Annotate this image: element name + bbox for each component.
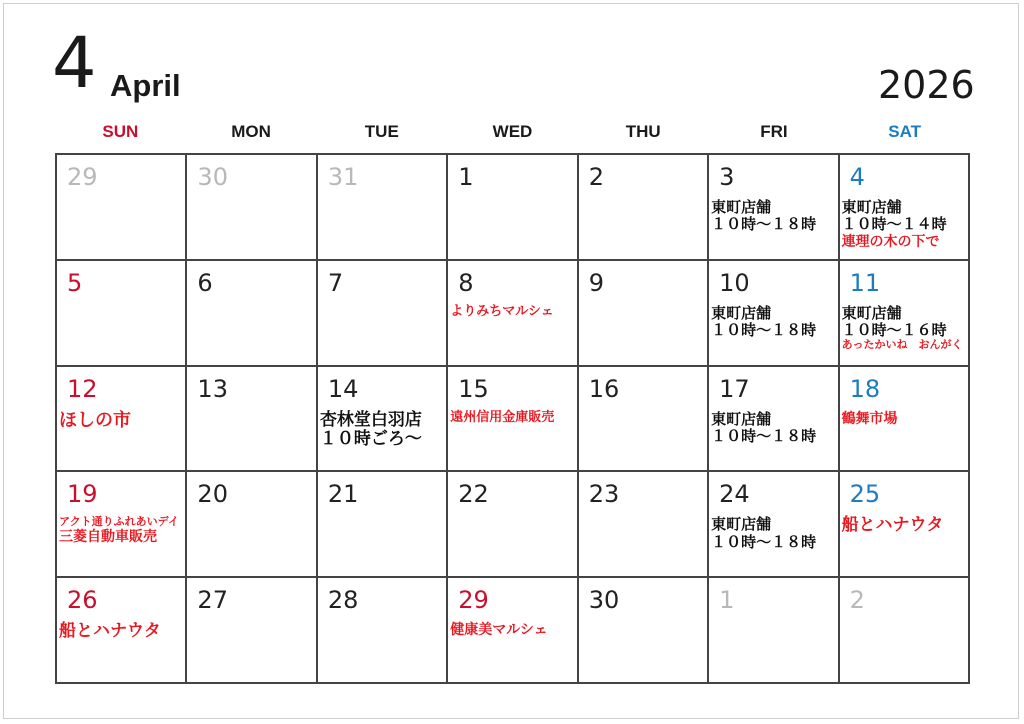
day-number: 29 — [67, 163, 98, 191]
event-list — [450, 411, 576, 426]
event-text: 三菱自動車販売 — [59, 529, 157, 546]
weekday-label-fri: FRI — [760, 122, 788, 141]
day-number: 5 — [67, 268, 83, 297]
event-text: 東町店舗 — [711, 198, 772, 216]
event-text: １０時～１４時 — [841, 215, 947, 234]
day-cell[interactable] — [318, 472, 448, 578]
day-number: 21 — [327, 480, 359, 509]
day-number: 31 — [327, 163, 359, 191]
day-cell[interactable] — [318, 367, 448, 473]
day-cell[interactable] — [187, 261, 317, 367]
event-text: よりみちマルシェ — [450, 303, 554, 319]
event-text: 船とハナウタ — [841, 515, 944, 536]
event-text: １０時～１８時 — [711, 532, 817, 551]
day-cell[interactable] — [448, 261, 578, 367]
day-cell[interactable] — [57, 367, 187, 473]
event-text: あったかいね おんがく — [841, 338, 963, 352]
day-cell[interactable] — [187, 578, 317, 684]
day-cell[interactable] — [448, 472, 578, 578]
day-number: 27 — [197, 586, 228, 615]
weekday-label-sat: SAT — [888, 122, 921, 141]
event-text: 東町店舗 — [841, 303, 902, 322]
day-cell[interactable] — [709, 578, 839, 684]
day-number: 2 — [588, 163, 604, 191]
event-list — [450, 622, 576, 638]
weekday-label-mon: MON — [231, 122, 271, 141]
day-number: 28 — [327, 586, 359, 615]
day-cell[interactable] — [709, 367, 839, 473]
day-cell[interactable] — [840, 155, 970, 261]
day-cell[interactable] — [579, 367, 709, 473]
weekday-label-thu: THU — [625, 122, 661, 141]
day-cell[interactable] — [840, 367, 970, 473]
day-number: 30 — [588, 586, 620, 615]
event-text: １０時～１６時 — [841, 321, 947, 340]
day-number: 12 — [67, 374, 98, 403]
day-cell[interactable] — [57, 261, 187, 367]
day-number: 1 — [719, 586, 735, 615]
day-cell[interactable] — [318, 261, 448, 367]
day-cell[interactable] — [318, 155, 448, 261]
day-number: 24 — [719, 480, 750, 509]
day-cell[interactable] — [579, 155, 709, 261]
event-text: １０時ごろ～ — [319, 429, 422, 450]
event-text: 船とハナウタ — [59, 621, 161, 642]
day-number: 2 — [849, 586, 865, 615]
day-cell[interactable] — [57, 472, 187, 578]
day-cell[interactable] — [840, 472, 970, 578]
event-text: １０時～１８時 — [711, 426, 817, 445]
day-cell[interactable] — [709, 472, 839, 578]
event-list — [450, 305, 576, 320]
event-text: １０時～１８時 — [711, 321, 817, 340]
day-cell[interactable] — [448, 578, 578, 684]
event-list — [842, 411, 968, 427]
event-list — [59, 411, 185, 432]
day-number: 19 — [67, 480, 98, 509]
day-cell[interactable] — [57, 155, 187, 261]
day-cell[interactable] — [579, 578, 709, 684]
day-number: 18 — [849, 374, 881, 403]
day-number: 22 — [458, 480, 489, 509]
event-text: 鶴舞市場 — [841, 410, 898, 427]
event-list — [842, 305, 968, 352]
day-cell[interactable] — [318, 578, 448, 684]
day-number: 10 — [719, 268, 750, 297]
event-list — [320, 411, 446, 450]
day-number: 4 — [849, 163, 865, 191]
event-text: 東町店舗 — [711, 303, 772, 322]
day-cell[interactable] — [448, 367, 578, 473]
event-list — [59, 516, 185, 545]
day-cell[interactable] — [840, 261, 970, 367]
day-number: 20 — [197, 480, 228, 509]
year: 2026 — [878, 63, 975, 107]
day-cell[interactable] — [579, 472, 709, 578]
day-number: 8 — [458, 268, 474, 297]
day-number: 6 — [197, 268, 213, 297]
event-list — [59, 622, 185, 642]
weekday-label-tue: TUE — [364, 122, 399, 141]
day-number: 15 — [458, 374, 489, 403]
day-number: 30 — [197, 163, 228, 191]
day-cell[interactable] — [579, 261, 709, 367]
day-number: 11 — [849, 268, 881, 297]
event-list — [711, 305, 837, 340]
day-number: 29 — [458, 586, 489, 615]
day-cell[interactable] — [709, 155, 839, 261]
event-text: アクト通りふれあいデイ — [59, 515, 179, 529]
day-number: 25 — [849, 480, 881, 509]
day-cell[interactable] — [187, 367, 317, 473]
weekday-label-wed: WED — [492, 122, 533, 141]
event-list — [711, 199, 837, 234]
month-name: April — [110, 68, 181, 103]
month-number: 4 — [52, 22, 97, 104]
calendar-grid — [55, 153, 970, 684]
day-number: 7 — [327, 268, 344, 297]
weekday-label-sun: SUN — [102, 122, 139, 141]
event-text: 東町店舗 — [711, 409, 772, 428]
day-cell[interactable] — [709, 261, 839, 367]
day-number: 23 — [588, 480, 620, 509]
day-number: 14 — [327, 374, 359, 403]
event-text: ほしの市 — [59, 409, 131, 431]
event-text: 遠州信用金庫販売 — [450, 409, 555, 425]
event-list — [842, 199, 968, 250]
event-text: 東町店舗 — [711, 515, 772, 534]
day-number: 1 — [458, 163, 474, 191]
weekday-header-row — [55, 122, 970, 146]
event-text: 健康美マルシェ — [450, 622, 548, 639]
day-number: 3 — [719, 163, 735, 191]
day-number: 9 — [588, 268, 604, 297]
event-text: 連理の木の下で — [841, 233, 940, 250]
day-cell[interactable] — [187, 155, 317, 261]
day-cell[interactable] — [57, 578, 187, 684]
day-number: 26 — [67, 586, 98, 615]
event-list — [711, 516, 837, 551]
event-text: 杏林堂白羽店 — [319, 409, 422, 430]
event-list — [842, 516, 968, 536]
event-list — [711, 411, 837, 446]
event-text: １０時～１８時 — [711, 215, 817, 234]
day-number: 16 — [588, 374, 620, 403]
day-number: 17 — [719, 374, 750, 403]
day-cell[interactable] — [448, 155, 578, 261]
day-number: 13 — [197, 374, 228, 403]
event-text: 東町店舗 — [841, 198, 902, 216]
day-cell[interactable] — [840, 578, 970, 684]
day-cell[interactable] — [187, 472, 317, 578]
